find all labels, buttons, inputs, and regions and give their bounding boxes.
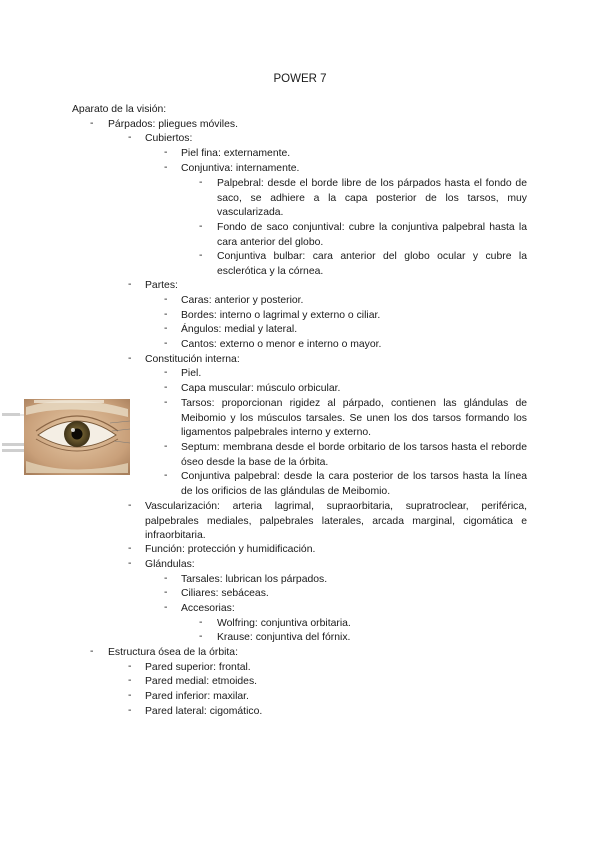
tarsales-item: Tarsales: lubrican los párpados. xyxy=(181,574,328,585)
bullet-dash: - xyxy=(199,617,203,628)
bullet-dash: - xyxy=(164,470,168,481)
bullet-dash: - xyxy=(164,382,168,393)
bullet-dash: - xyxy=(199,631,203,642)
orbita-subitem: Pared superior: frontal. xyxy=(145,662,251,673)
partes-subitem: Cantos: externo o menor e interno o mayor. xyxy=(181,339,382,350)
funcion-item: Función: protección y humidificación. xyxy=(145,544,316,555)
bullet-dash: - xyxy=(128,279,132,290)
orbita-item: Estructura ósea de la órbita: xyxy=(108,647,238,658)
septum-item: Septum: membrana desde el borde orbitario de los tarsos hasta el reborde óseo desde la base de la órbita. xyxy=(181,442,527,468)
bullet-dash: - xyxy=(164,294,168,305)
orbita-subitem: Pared medial: etmoides. xyxy=(145,676,258,687)
bullet-dash: - xyxy=(164,397,168,408)
section-heading: Aparato de la visión: xyxy=(72,104,167,115)
vascularizacion-item: Vascularización: arteria lagrimal, supraorbitaria, supratroclear, periférica, palpebrales mediales, palpebrales laterales, arcada marginal, cigomática e infraorbitaria. xyxy=(145,501,527,542)
bullet-dash: - xyxy=(164,309,168,320)
bullet-dash: - xyxy=(199,250,203,261)
bullet-dash: - xyxy=(164,323,168,334)
bullet-dash: - xyxy=(164,147,168,158)
conjuntiva-bulbar-item: Conjuntiva bulbar: cara anterior del globo ocular y cubre la esclerótica y la córnea. xyxy=(217,251,527,277)
bullet-dash: - xyxy=(128,543,132,554)
bullet-dash: - xyxy=(164,367,168,378)
orbita-subitem: Pared lateral: cigomático. xyxy=(145,706,263,717)
bullet-dash: - xyxy=(164,602,168,613)
partes-subitem: Caras: anterior y posterior. xyxy=(181,295,304,306)
cubiertos-item: Cubiertos: xyxy=(145,133,193,144)
ciliares-item: Ciliares: sebáceas. xyxy=(181,588,269,599)
piel-fina-item: Piel fina: externamente. xyxy=(181,148,291,159)
bullet-dash: - xyxy=(199,177,203,188)
wolfring-item: Wolfring: conjuntiva orbitaria. xyxy=(217,618,351,629)
bullet-dash: - xyxy=(128,661,132,672)
bullet-dash: - xyxy=(128,675,132,686)
bullet-dash: - xyxy=(164,338,168,349)
partes-item: Partes: xyxy=(145,280,178,291)
piel-item: Piel. xyxy=(181,368,202,379)
bullet-dash: - xyxy=(164,441,168,452)
bullet-dash: - xyxy=(164,573,168,584)
orbita-subitem: Pared inferior: maxilar. xyxy=(145,691,249,702)
eye-anatomy-figure xyxy=(2,397,137,477)
capa-muscular-item: Capa muscular: músculo orbicular. xyxy=(181,383,341,394)
bullet-dash: - xyxy=(128,705,132,716)
palpebral-item: Palpebral: desde el borde libre de los párpados hasta el fondo de saco, se adhiere a la capa posterior de los tarsos, muy vascularizada. xyxy=(217,178,527,219)
glandulas-item: Glándulas: xyxy=(145,559,195,570)
page-title: POWER 7 xyxy=(273,73,327,85)
bullet-dash: - xyxy=(128,558,132,569)
bullet-dash: - xyxy=(90,118,94,129)
partes-subitem: Bordes: interno o lagrimal y externo o ciliar. xyxy=(181,310,381,321)
conjuntiva-item: Conjuntiva: internamente. xyxy=(181,163,300,174)
bullet-dash: - xyxy=(128,690,132,701)
accesorias-item: Accesorias: xyxy=(181,603,235,614)
conjuntiva-palpebral-item: Conjuntiva palpebral: desde la cara posterior de los tarsos hasta la línea de los orificios de las glándulas de Meibomio. xyxy=(181,471,527,497)
parpados-item: Párpados: pliegues móviles. xyxy=(108,119,238,130)
fondo-saco-item: Fondo de saco conjuntival: cubre la conjuntiva palpebral hasta la cara anterior del globo. xyxy=(217,222,527,248)
krause-item: Krause: conjuntiva del fórnix. xyxy=(217,632,351,643)
constitucion-item: Constitución interna: xyxy=(145,354,240,365)
tarsos-item: Tarsos: proporcionan rigidez al párpado, contienen las glándulas de Meibomio y los músculos tarsales. Se unen los dos tarsos formando los ligamentos palpebrales interno y externo. xyxy=(181,398,527,439)
bullet-dash: - xyxy=(128,132,132,143)
bullet-dash: - xyxy=(164,587,168,598)
eye-illustration xyxy=(2,397,137,477)
bullet-dash: - xyxy=(164,162,168,173)
bullet-dash: - xyxy=(199,221,203,232)
partes-subitem: Ángulos: medial y lateral. xyxy=(181,324,298,335)
bullet-dash: - xyxy=(128,353,132,364)
bullet-dash: - xyxy=(128,500,132,511)
bullet-dash: - xyxy=(90,646,94,657)
